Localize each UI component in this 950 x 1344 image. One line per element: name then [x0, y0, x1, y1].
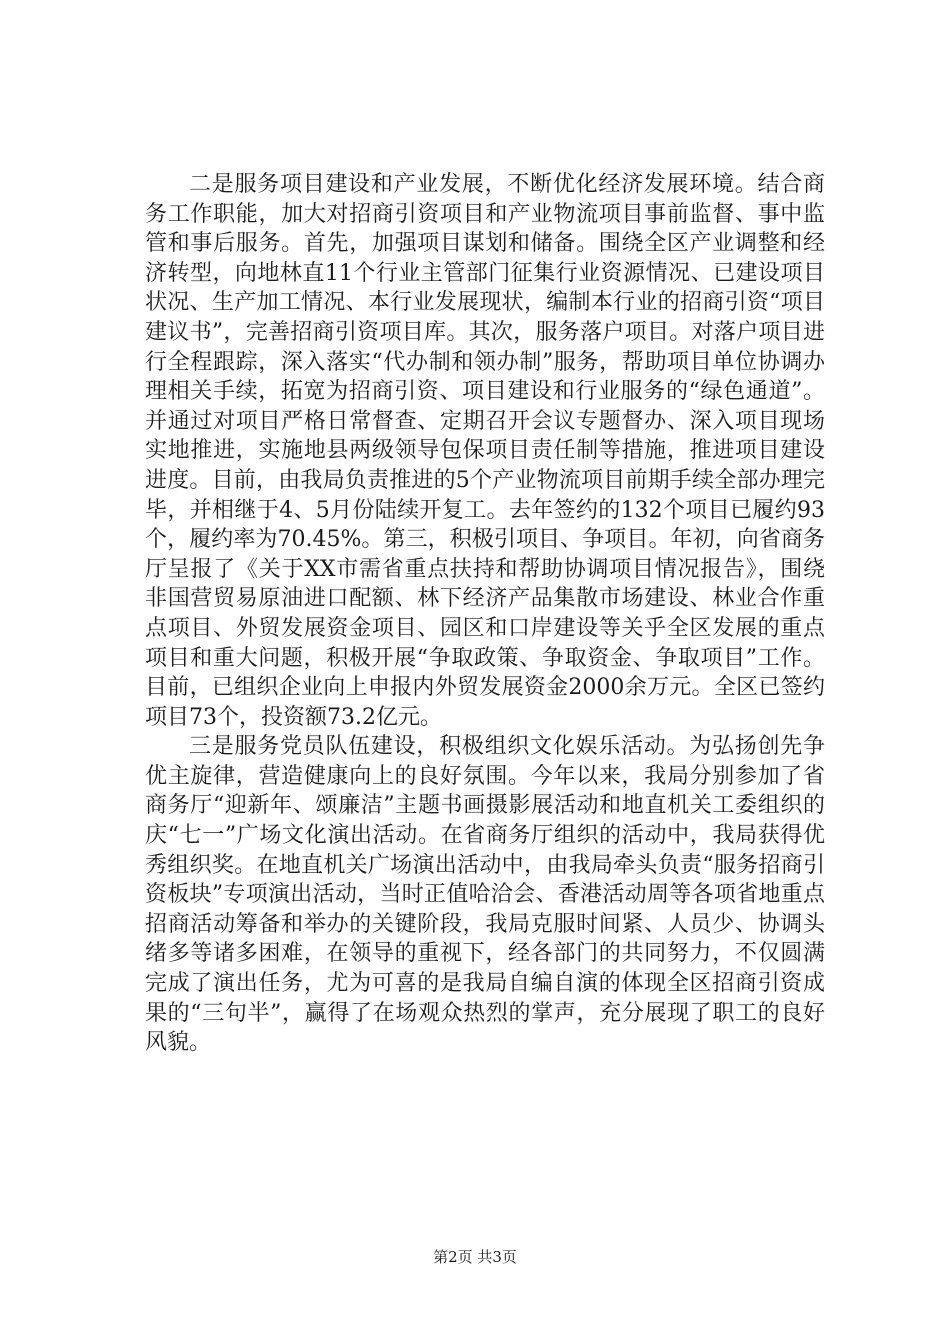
page-number-footer: 第2页 共3页: [433, 1248, 517, 1266]
paragraph-service-projects: 二是服务项目建设和产业发展，不断优化经济发展环境。结合商务工作职能，加大对招商引资项目和产业物流项目事前监督、事中监管和事后服务。首先，加强项目谋划和储备。围绕全区产业调整和经济转型，向地林直11个行业主管部门征集行业资源情况、已建设项目状况、生产加工情况、本行业发展现状，编制本行业的招商引资“项目建议书”，完善招商引资项目库。其次，服务落户项目。对落户项目进行全程跟踪，深入落实“代办制和领办制”服务，帮助项目单位协调办理相关手续，拓宽为招商引资、项目建设和行业服务的“绿色通道”。并通过对项目严格日常督查、定期召开会议专题督办、深入项目现场实地推进，实施地县两级领导包保项目责任制等措施，推进项目建设进度。目前，由我局负责推进的5个产业物流项目前期手续全部办理完毕，并相继于4、5月份陆续开复工。去年签约的132个项目已履约93个，履约率为70.45%。第三，积极引项目、争项目。年初，向省商务厅呈报了《关于XX市需省重点扶持和帮助协调项目情况报告》，围绕非国营贸易原油进口配额、林下经济产品集散市场建设、林业合作重点项目、外贸发展资金项目、园区和口岸建设等关乎全区发展的重点项目和重大问题，积极开展“争取政策、争取资金、争取项目”工作。目前，已组织企业向上申报内外贸发展资金2000余万元。全区已签约项目73个，投资额73.2亿元。: [145, 172, 825, 730]
document-body: [145, 170, 825, 1058]
paragraph-party-culture: 三是服务党员队伍建设，积极组织文化娱乐活动。为弘扬创先争优主旋律，营造健康向上的良好氛围。今年以来，我局分别参加了省商务厅“迎新年、颂廉洁”主题书画摄影展活动和地直机关工委组织的庆“七一”广场文化演出活动。在省商务厅组织的活动中，我局获得优秀组织奖。在地直机关广场演出活动中，由我局牵头负责“服务招商引资板块”专项演出活动，当时正值哈洽会、香港活动周等各项省地重点招商活动筹备和举办的关键阶段，我局克服时间紧、人员少、协调头绪多等诸多困难，在领导的重视下，经各部门的共同努力，不仅圆满完成了演出任务，尤为可喜的是我局自编自演的体现全区招商引资成果的“三句半”，赢得了在场观众热烈的掌声，充分展现了职工的良好风貌。: [145, 734, 825, 1056]
